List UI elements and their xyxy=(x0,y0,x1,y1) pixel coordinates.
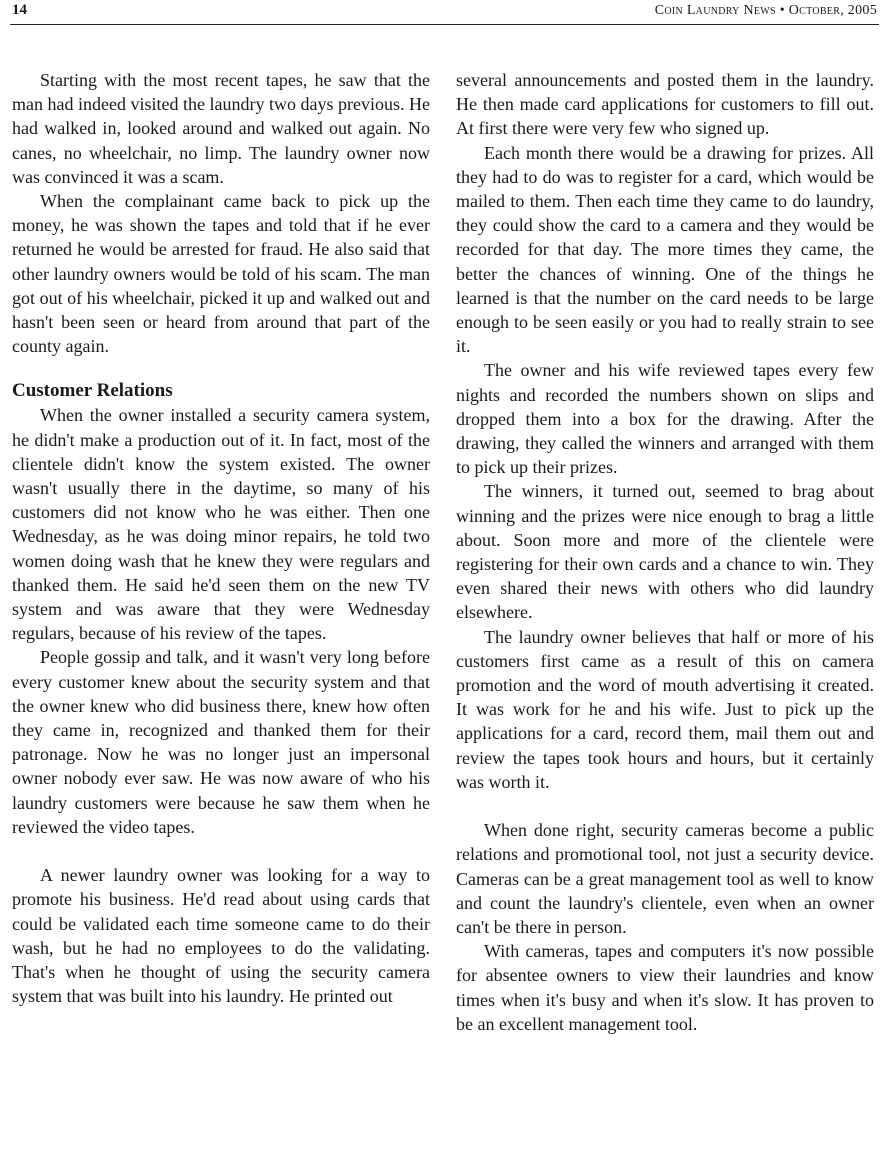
running-head: Coin Laundry News • October, 2005 xyxy=(654,3,877,18)
section-heading: Customer Relations xyxy=(12,380,173,402)
page-header xyxy=(10,0,879,25)
left-column xyxy=(12,68,430,1008)
right-column xyxy=(456,68,874,1036)
page-number: 14 xyxy=(12,2,27,18)
paragraph: The owner and his wife reviewed tapes every few nights and recorded the numbers shown on slips and dropped them into a box for the drawing. After the drawing, they called the winners and arranged with them to pick up their prizes. xyxy=(456,360,874,478)
paragraph: A newer laundry owner was looking for a way to promote his business. He'd read about using cards that could be validated each time someone came to do their wash, but he had no employees to do the validating. That's when he thought of using the security camera system that was built into his laundry. He printed out xyxy=(12,865,430,1007)
paragraph: The winners, it turned out, seemed to brag about winning and the prizes were nice enough to brag a little about. Soon more and more of the clientele were registering for their own cards and a chance to win. They even shared their news with others who did laundry elsewhere. xyxy=(456,481,874,623)
paragraph: Each month there would be a drawing for prizes. All they had to do was to register for a card, which would be mailed to them. Then each time they came to do laundry, they could show the card to a camera and they would be recorded for that day. The more times they came, the better the chances of winning. One of the things he learned is that the number on the card needs to be large enough to be seen easily or you had to really strain to see it. xyxy=(456,142,874,357)
paragraph: People gossip and talk, and it wasn't very long before every customer knew about the security system and that the owner knew who did business there, knew how often they came in, recognized and thanked them for their patronage. Now he was no longer just an impersonal owner nobody ever saw. He was now aware of who his laundry customers were because he saw them when he reviewed the video tapes. xyxy=(12,647,430,837)
paragraph: Starting with the most recent tapes, he saw that the man had indeed visited the laundry two days previous. He had walked in, looked around and walked out again. No canes, no wheelchair, no limp. The laundry owner now was convinced it was a scam. xyxy=(12,70,430,187)
paragraph: When the owner installed a security camera system, he didn't make a production out of it. In fact, most of the clientele didn't know the system existed. The owner wasn't usually there in the daytime, so many of his customers did not know who he was either. Then one Wednesday, as he was doing minor repairs, he told two women doing wash that he knew they were regulars and thanked them. He said he'd seen them on the new TV system and was aware that they were Wednesday regulars, because of his review of the tapes. xyxy=(12,405,430,644)
paragraph-continued: several announcements and posted them in the laundry. He then made card applications for customers to fill out. At first there were very few who signed up. xyxy=(456,70,874,139)
paragraph: When done right, security cameras become a public relations and promotional tool, not just a security device. Cameras can be a great management tool as well to know and count the laundry's clientele, even when an owner can't be there in person. xyxy=(456,820,874,937)
paragraph: When the complainant came back to pick up the money, he was shown the tapes and told that if he ever returned he would be arrested for fraud. He also said that other laundry owners would be told of his scam. The man got out of his wheelchair, picked it up and walked out and hasn't been seen or heard from around that part of the county again. xyxy=(12,191,430,357)
paragraph: With cameras, tapes and computers it's now possible for absentee owners to view their laundries and know times when it's busy and when it's slow. It has proven to be an excellent management tool. xyxy=(456,941,874,1034)
paragraph: The laundry owner believes that half or more of his customers first came as a result of this on camera promotion and the word of mouth advertising it created. It was work for he and his wife. Just to pick up the applications for a card, record them, mail them out and review the tapes took hours and hours, but it certainly was worth it. xyxy=(456,626,874,792)
